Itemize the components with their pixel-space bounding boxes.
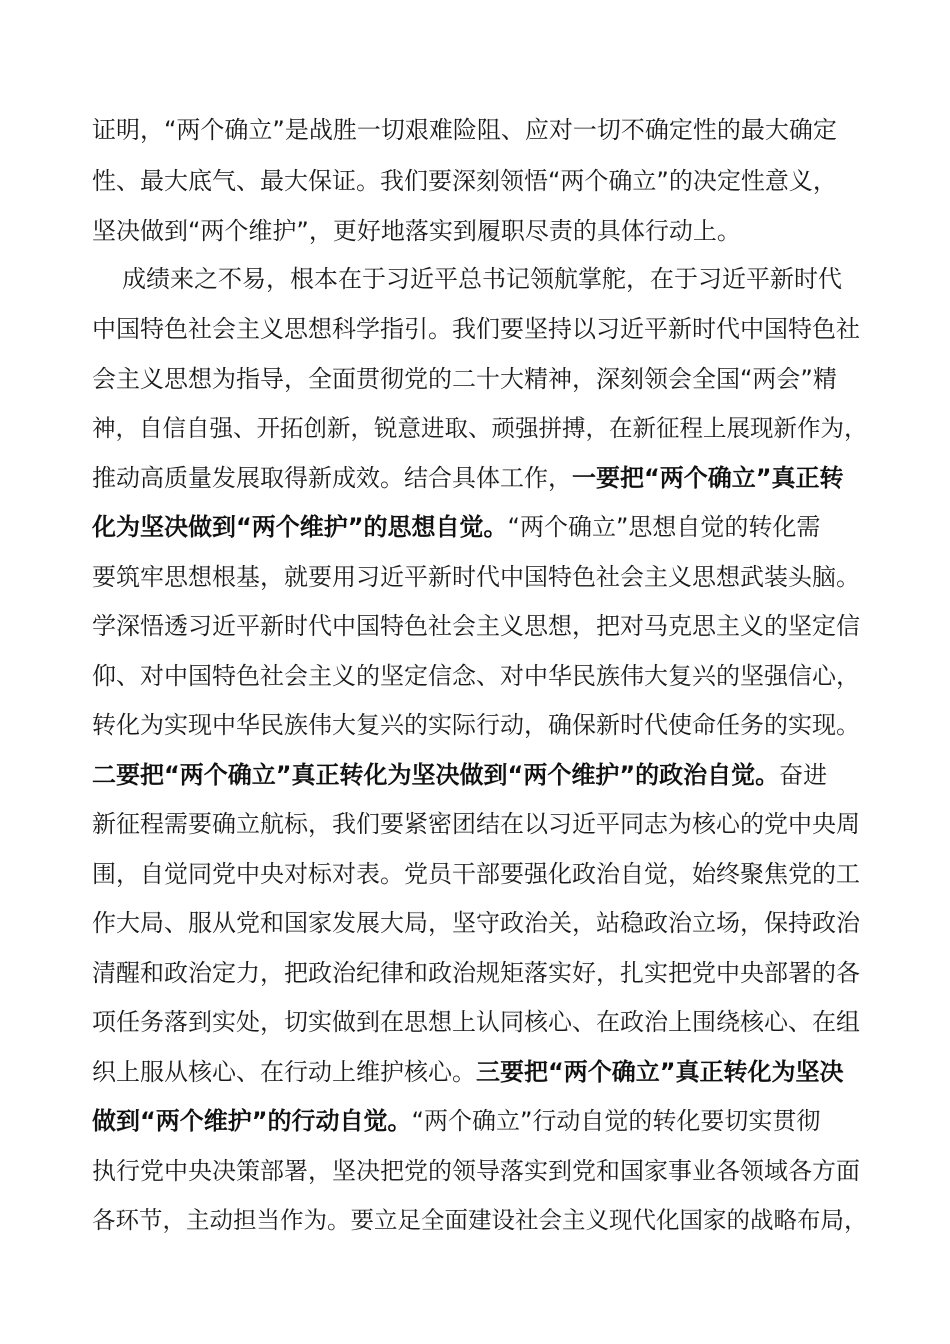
text-segment: 会主义思想为指导，全面贯彻党的二十大精神，深刻领会全国“两会”精 <box>92 365 837 393</box>
bold-heading-segment: 化为坚决做到“两个维护”的思想自觉。 <box>92 513 508 541</box>
text-segment: “两个确立”行动自觉的转化要切实贯彻 <box>411 1107 821 1135</box>
text-segment: 新征程需要确立航标，我们要紧密团结在以习近平同志为核心的党中央周 <box>92 810 860 838</box>
text-line <box>92 608 872 644</box>
text-segment: 转化为实现中华民族伟大复兴的实际行动，确保新时代使命任务的实现。 <box>92 711 860 739</box>
text-line <box>92 410 872 446</box>
text-segment: 学深悟透习近平新时代中国特色社会主义思想，把对马克思主义的坚定信 <box>92 612 860 640</box>
text-segment: 神，自信自强、开拓创新，锐意进取、顽强拼搏，在新征程上展现新作为， <box>92 414 868 442</box>
text-line <box>92 905 872 941</box>
text-segment: 坚决做到“两个维护”，更好地落实到履职尽责的具体行动上。 <box>92 217 741 245</box>
text-segment: 项任务落到实处，切实做到在思想上认同核心、在政治上围绕核心、在组 <box>92 1008 860 1036</box>
text-segment: 要筑牢思想根基，就要用习近平新时代中国特色社会主义思想武装头脑。 <box>92 563 860 591</box>
text-line <box>92 213 872 249</box>
paragraph-first-line <box>122 261 872 297</box>
text-line <box>92 1054 872 1090</box>
text-segment: 中国特色社会主义思想科学指引。我们要坚持以习近平新时代中国特色社 <box>92 315 860 343</box>
text-line <box>92 658 872 694</box>
text-segment: 清醒和政治定力，把政治纪律和政治规矩落实好，扎实把党中央部署的各 <box>92 959 860 987</box>
text-line <box>92 806 872 842</box>
text-line <box>92 1153 872 1189</box>
text-segment: 围，自觉同党中央对标对表。党员干部要强化政治自觉，始终聚焦党的工 <box>92 860 860 888</box>
text-line <box>92 856 872 892</box>
text-segment: 仰、对中国特色社会主义的坚定信念、对中华民族伟大复兴的坚强信心， <box>92 662 860 690</box>
text-segment: 性、最大底气、最大保证。我们要深刻领悟“两个确立”的决定性意义， <box>92 167 837 195</box>
text-line <box>92 955 872 991</box>
text-line <box>92 707 872 743</box>
text-line <box>92 1103 872 1139</box>
text-line <box>92 559 872 595</box>
text-line <box>92 311 872 347</box>
text-segment: 推动高质量发展取得新成效。结合具体工作， <box>92 464 572 492</box>
text-line <box>92 1202 872 1238</box>
text-segment: 作大局、服从党和国家发展大局，坚守政治关，站稳政治立场，保持政治 <box>92 909 860 937</box>
text-line <box>92 757 872 793</box>
text-line <box>92 163 872 199</box>
text-line <box>92 1004 872 1040</box>
bold-heading-segment: 二要把“两个确立”真正转化为坚决做到“两个维护”的政治自觉。 <box>92 761 780 789</box>
text-segment: “两个确立”思想自觉的转化需 <box>507 513 821 541</box>
bold-heading-segment: 三要把“两个确立”真正转化为坚决 <box>476 1058 844 1086</box>
bold-heading-segment: 一要把“两个确立”真正转 <box>572 464 844 492</box>
text-segment: 证明，“两个确立”是战胜一切艰难险阻、应对一切不确定性的最大确定 <box>92 116 837 144</box>
bold-heading-segment: 做到“两个维护”的行动自觉。 <box>92 1107 412 1135</box>
text-line <box>92 112 872 148</box>
text-line <box>92 361 872 397</box>
text-segment: 织上服从核心、在行动上维护核心。 <box>92 1058 476 1086</box>
text-line <box>92 509 872 545</box>
text-segment: 奋进 <box>779 761 828 789</box>
text-segment: 执行党中央决策部署，坚决把党的领导落实到党和国家事业各领域各方面 <box>92 1157 860 1185</box>
text-segment: 各环节，主动担当作为。要立足全面建设社会主义现代化国家的战略布局， <box>92 1206 868 1234</box>
text-line <box>92 460 872 496</box>
text-segment: 成绩来之不易，根本在于习近平总书记领航掌舵，在于习近平新时代 <box>122 265 842 293</box>
